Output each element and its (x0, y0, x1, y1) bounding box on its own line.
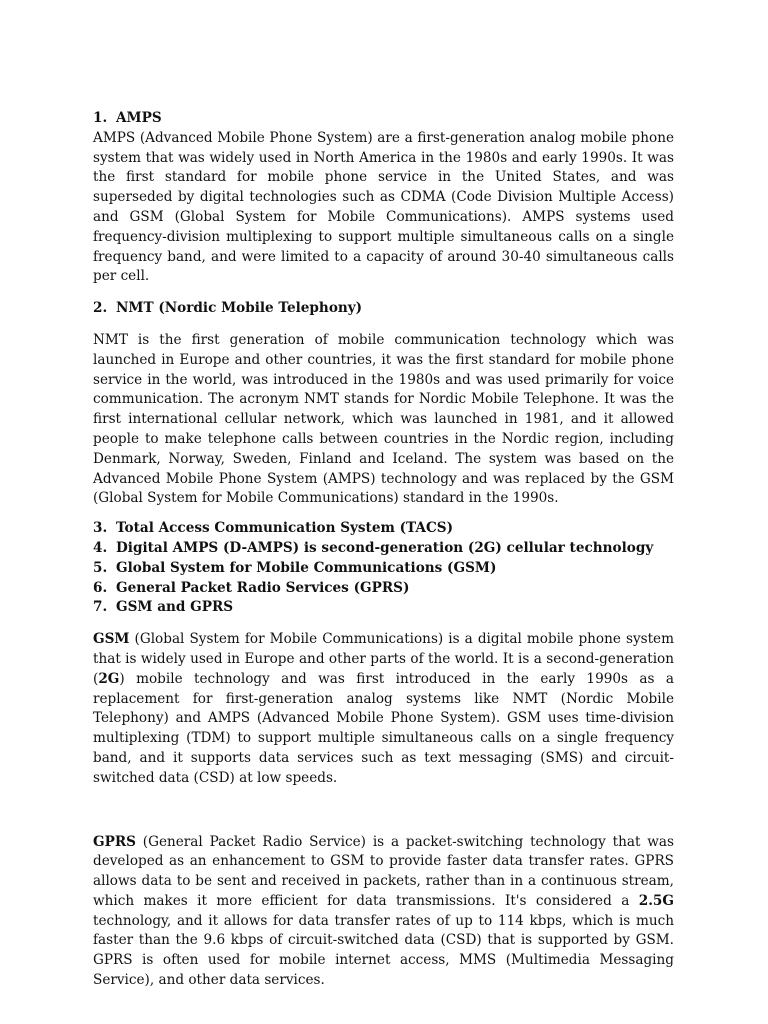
gsm-generation: 2G (98, 670, 120, 687)
gprs-generation: 2.5G (638, 892, 674, 909)
list-item: 7. GSM and GPRS (93, 599, 234, 616)
list-item: 4. Digital AMPS (D-AMPS) is second-generation (2G) cellular technology (93, 539, 654, 556)
list-item: 6. General Packet Radio Services (GPRS) (93, 579, 410, 596)
section-nmt-body: NMT is the first generation of mobile communication technology which was launched in Europe and other countries, it was the first standard for mobile phone service in the world, was introduced in the 1980s and was used primarily for voice communication. The acronym NMT stands for Nordic Mobile Telephone. It was the first international cellular network, which was launched in 1981, and it allowed people to make telephone calls between countries in the Nordic region, including Denmark, Norway, Sweden, Finland and Iceland. The system was based on the Advanced Mobile Phone System (AMPS) technology and was replaced by the GSM (Global System for Mobile Communications) standard in the 1990s. (93, 331, 674, 507)
list-item: 5. Global System for Mobile Communications (GSM) (93, 559, 497, 576)
gprs-term: GPRS (93, 833, 136, 850)
technology-list (93, 519, 674, 618)
gsm-term: GSM (93, 631, 130, 648)
top-margin (93, 0, 674, 109)
gprs-paragraph: GPRS (General Packet Radio Service) is a packet-switching technology that was developed as an enhancement to GSM to provide faster data transfer rates. GPRS allows data to be sent and received in packets, rather than in a continuous stream, which makes it more efficient for data transmissions. It's considered a 2.5G technology, and it allows for data transfer rates of up to 114 kbps, which is much faster than the 9.6 kbps of circuit-switched data (CSD) that is supported by GSM. GPRS is often used for mobile internet access, MMS (Multimedia Messaging Service), and other data services. (93, 833, 674, 989)
section-amps-body: AMPS (Advanced Mobile Phone System) are a first-generation analog mobile phone system that was widely used in North America in the 1980s and early 1990s. It was the first standard for mobile phone service in the United States, and was superseded by digital technologies such as CDMA (Code Division Multiple Access) and GSM (Global System for Mobile Communications). AMPS systems used frequency-division multiplexing to support multiple simultaneous calls on a single frequency band, and were limited to a capacity of around 30-40 simultaneous calls per cell. (93, 129, 674, 285)
section-amps-heading (93, 109, 674, 129)
gsm-paragraph: GSM (Global System for Mobile Communications) is a digital mobile phone system that is widely used in Europe and other parts of the world. It is a second-generation (2G) mobile technology and was first introduced in the early 1990s as a replacement for first-generation analog systems like NMT (Nordic Mobile Telephony) and AMPS (Advanced Mobile Phone System). GSM uses time-division multiplexing (TDM) to support multiple simultaneous calls on a single frequency band, and it supports data services such as text messaging (SMS) and circuit-switched data (CSD) at low speeds. (93, 631, 674, 786)
section-number: 2. (93, 300, 108, 317)
section-title: AMPS (116, 110, 162, 126)
section-nmt-heading (93, 299, 674, 319)
list-item: 3. Total Access Communication System (TACS) (93, 520, 454, 537)
section-number: 1. (93, 110, 108, 126)
section-title: NMT (Nordic Mobile Telephony) (116, 300, 363, 317)
